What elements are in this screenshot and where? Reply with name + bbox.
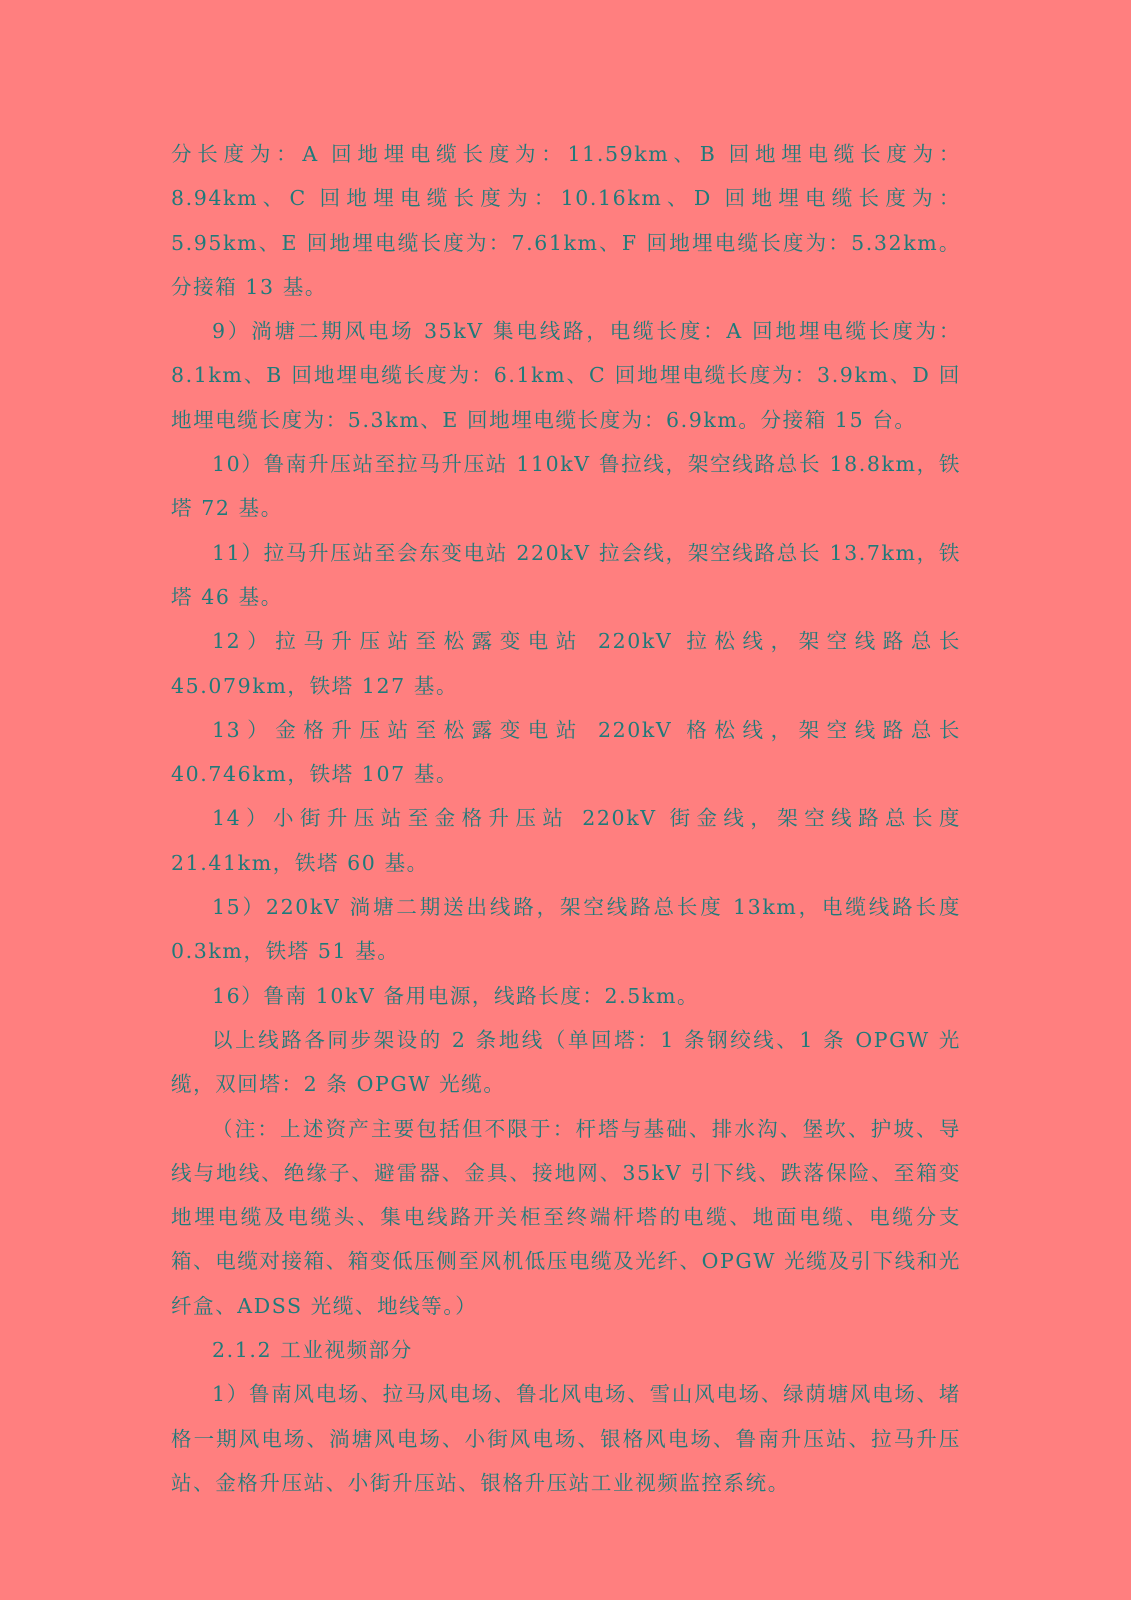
paragraph-cable-lengths-continued: 分长度为：A 回地埋电缆长度为：11.59km、B 回地埋电缆长度为：8.94km、C 回地埋电缆长度为：10.16km、D 回地埋电缆长度为：5.95km、E 回地埋电缆长度为：7.61km、F 回地埋电缆长度为：5.32km。分接箱 13 基。 <box>171 142 961 299</box>
document-page <box>171 132 961 1505</box>
paragraph-item-15: 15）220kV 淌塘二期送出线路，架空线路总长度 13km，电缆线路长度 0.3km，铁塔 51 基。 <box>171 895 961 964</box>
paragraph-item-9: 9）淌塘二期风电场 35kV 集电线路，电缆长度：A 回地埋电缆长度为：8.1km、B 回地埋电缆长度为：6.1km、C 回地埋电缆长度为：3.9km、D 回地埋电缆长度为：5.3km、E 回地埋电缆长度为：6.9km。分接箱 15 台。 <box>171 319 961 432</box>
paragraph-item-10: 10）鲁南升压站至拉马升压站 110kV 鲁拉线，架空线路总长 18.8km，铁塔 72 基。 <box>171 452 961 521</box>
paragraph-note: （注：上述资产主要包括但不限于：杆塔与基础、排水沟、堡坎、护坡、导线与地线、绝缘子、避雷器、金具、接地网、35kV 引下线、跌落保险、至箱变地埋电缆及电缆头、集电线路开关柜至终端杆塔的电缆、地面电缆、电缆分支箱、电缆对接箱、箱变低压侧至风机低压电缆及光纤、OPGW 光缆及引下线和光纤盒、ADSS 光缆、地线等。） <box>171 1116 961 1318</box>
paragraph-item-14: 14）小街升压站至金格升压站 220kV 街金线，架空线路总长度 21.41km，铁塔 60 基。 <box>171 806 961 875</box>
paragraph-ground-wires: 以上线路各同步架设的 2 条地线（单回塔：1 条钢绞线、1 条 OPGW 光缆，双回塔：2 条 OPGW 光缆。 <box>171 1027 961 1097</box>
paragraph-item-12: 12）拉马升压站至松露变电站 220kV 拉松线，架空线路总长 45.079km，铁塔 127 基。 <box>171 629 961 698</box>
section-heading-industrial-video: 2.1.2 工业视频部分 <box>212 1338 413 1363</box>
paragraph-video-item-1: 1）鲁南风电场、拉马风电场、鲁北风电场、雪山风电场、绿荫塘风电场、堵格一期风电场、淌塘风电场、小街风电场、银格风电场、鲁南升压站、拉马升压站、金格升压站、小街升压站、银格升压站工业视频监控系统。 <box>171 1382 961 1495</box>
paragraph-item-16: 16）鲁南 10kV 备用电源，线路长度：2.5km。 <box>212 983 700 1008</box>
paragraph-item-13: 13）金格升压站至松露变电站 220kV 格松线，架空线路总长 40.746km，铁塔 107 基。 <box>171 717 961 787</box>
paragraph-item-11: 11）拉马升压站至会东变电站 220kV 拉会线，架空线路总长 13.7km，铁塔 46 基。 <box>171 540 961 609</box>
